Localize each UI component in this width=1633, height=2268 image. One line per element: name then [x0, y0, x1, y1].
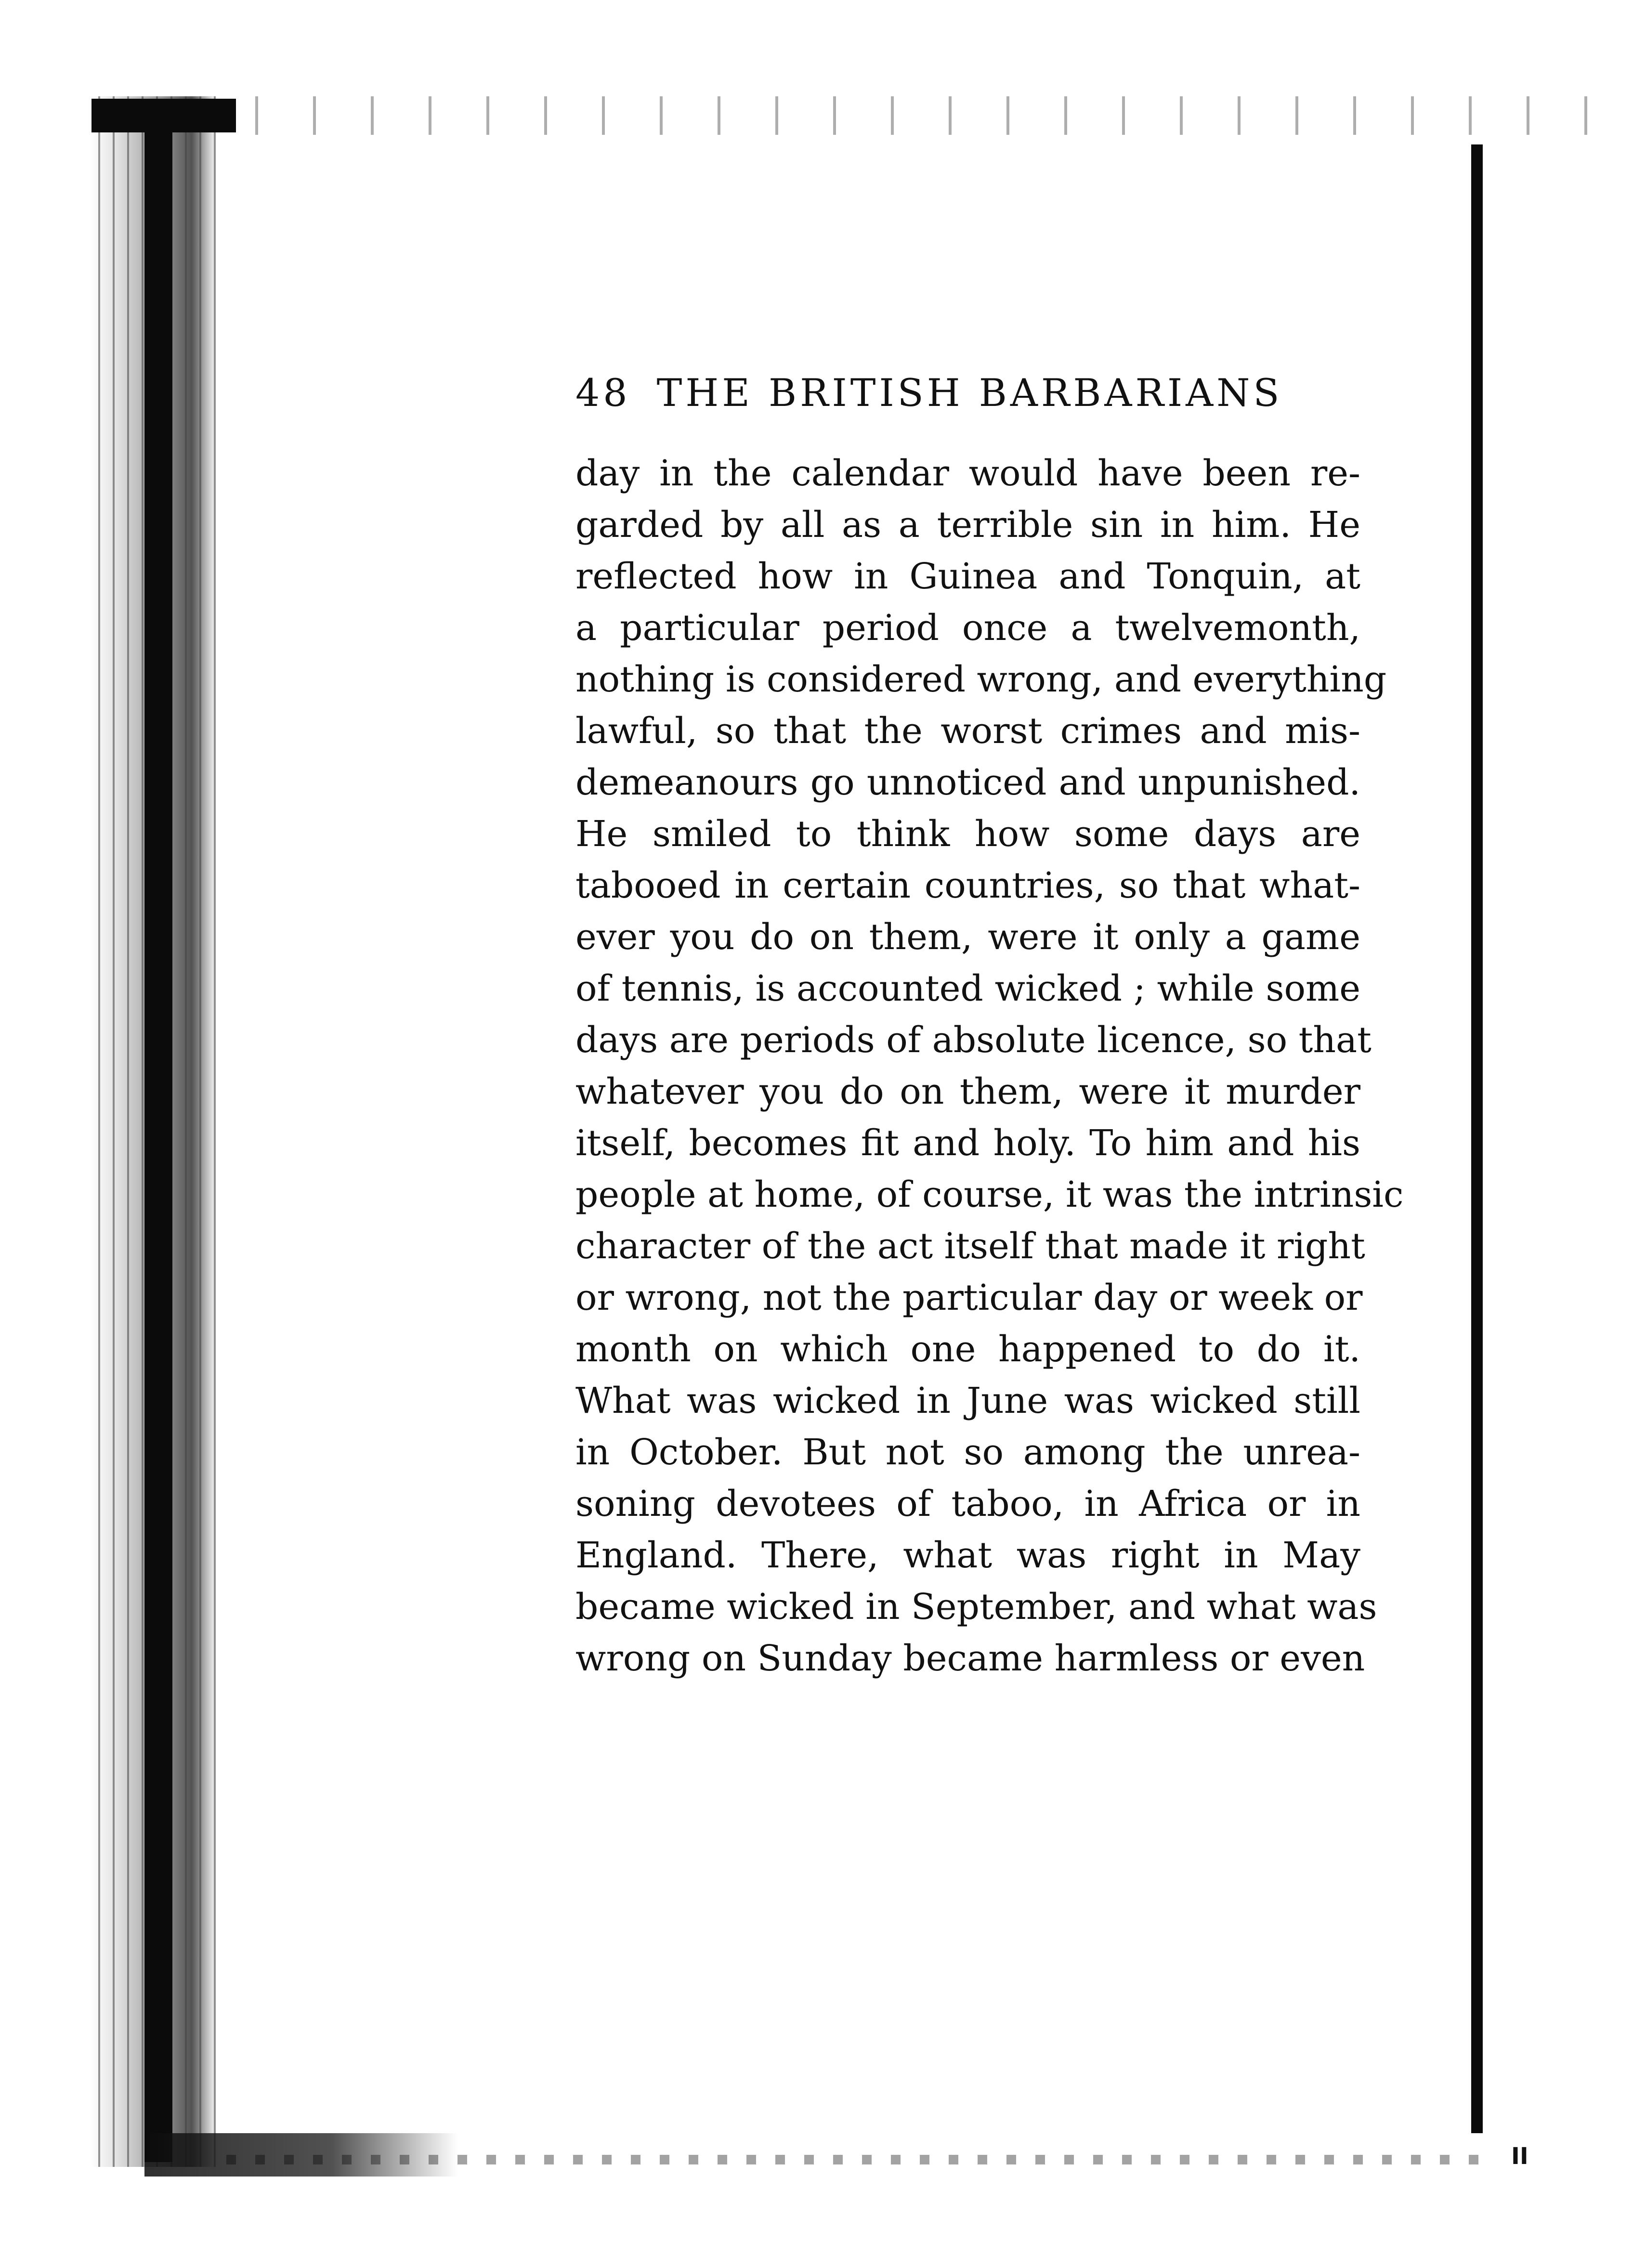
- scan-top-edge: [226, 96, 1604, 135]
- page-right-edge: [1471, 144, 1483, 2133]
- text-line: England. There, what was right in May: [575, 1535, 1360, 1576]
- text-line: He smiled to think how some days are: [575, 813, 1360, 855]
- scan-bottom-edge: [226, 2155, 1478, 2164]
- text-line: a particular period once a twelvemonth,: [575, 607, 1360, 649]
- body-text: [575, 448, 1404, 1684]
- book-spine-edge: [144, 106, 172, 2162]
- text-line: of tennis, is accounted wicked ; while some: [575, 968, 1360, 1009]
- page-number: 48: [575, 371, 631, 415]
- text-line: character of the act itself that made it right: [575, 1225, 1365, 1267]
- text-line: demeanours go unnoticed and unpunished.: [575, 762, 1360, 803]
- text-line: soning devotees of taboo, in Africa or in: [575, 1483, 1360, 1525]
- text-line: nothing is considered wrong, and everything: [575, 659, 1387, 700]
- running-title: THE BRITISH BARBARIANS: [656, 371, 1283, 415]
- text-line: whatever you do on them, were it murder: [575, 1071, 1360, 1112]
- text-line: wrong on Sunday became harmless or even: [575, 1638, 1365, 1679]
- text-line: tabooed in certain countries, so that what-: [575, 865, 1360, 906]
- text-line: day in the calendar would have been re-: [575, 453, 1360, 494]
- text-line: lawful, so that the worst crimes and mis-: [575, 710, 1360, 752]
- text-line: or wrong, not the particular day or week or: [575, 1277, 1363, 1318]
- text-line: became wicked in September, and what was: [575, 1586, 1377, 1628]
- text-line: in October. But not so among the unrea-: [575, 1432, 1360, 1473]
- text-line: days are periods of absolute licence, so that: [575, 1019, 1372, 1061]
- folio-mark: II: [1511, 2143, 1528, 2170]
- text-line: people at home, of course, it was the intrinsic: [575, 1174, 1404, 1215]
- page-header: [575, 371, 1370, 415]
- text-line: reflected how in Guinea and Tonquin, at: [575, 556, 1360, 597]
- scan-corner-artifact: [91, 99, 236, 132]
- text-line: itself, becomes fit and holy. To him and his: [575, 1122, 1360, 1164]
- text-line: ever you do on them, were it only a game: [575, 916, 1360, 958]
- text-line: garded by all as a terrible sin in him. He: [575, 504, 1360, 546]
- text-line: What was wicked in June was wicked still: [575, 1380, 1360, 1421]
- text-line: month on which one happened to do it.: [575, 1329, 1360, 1370]
